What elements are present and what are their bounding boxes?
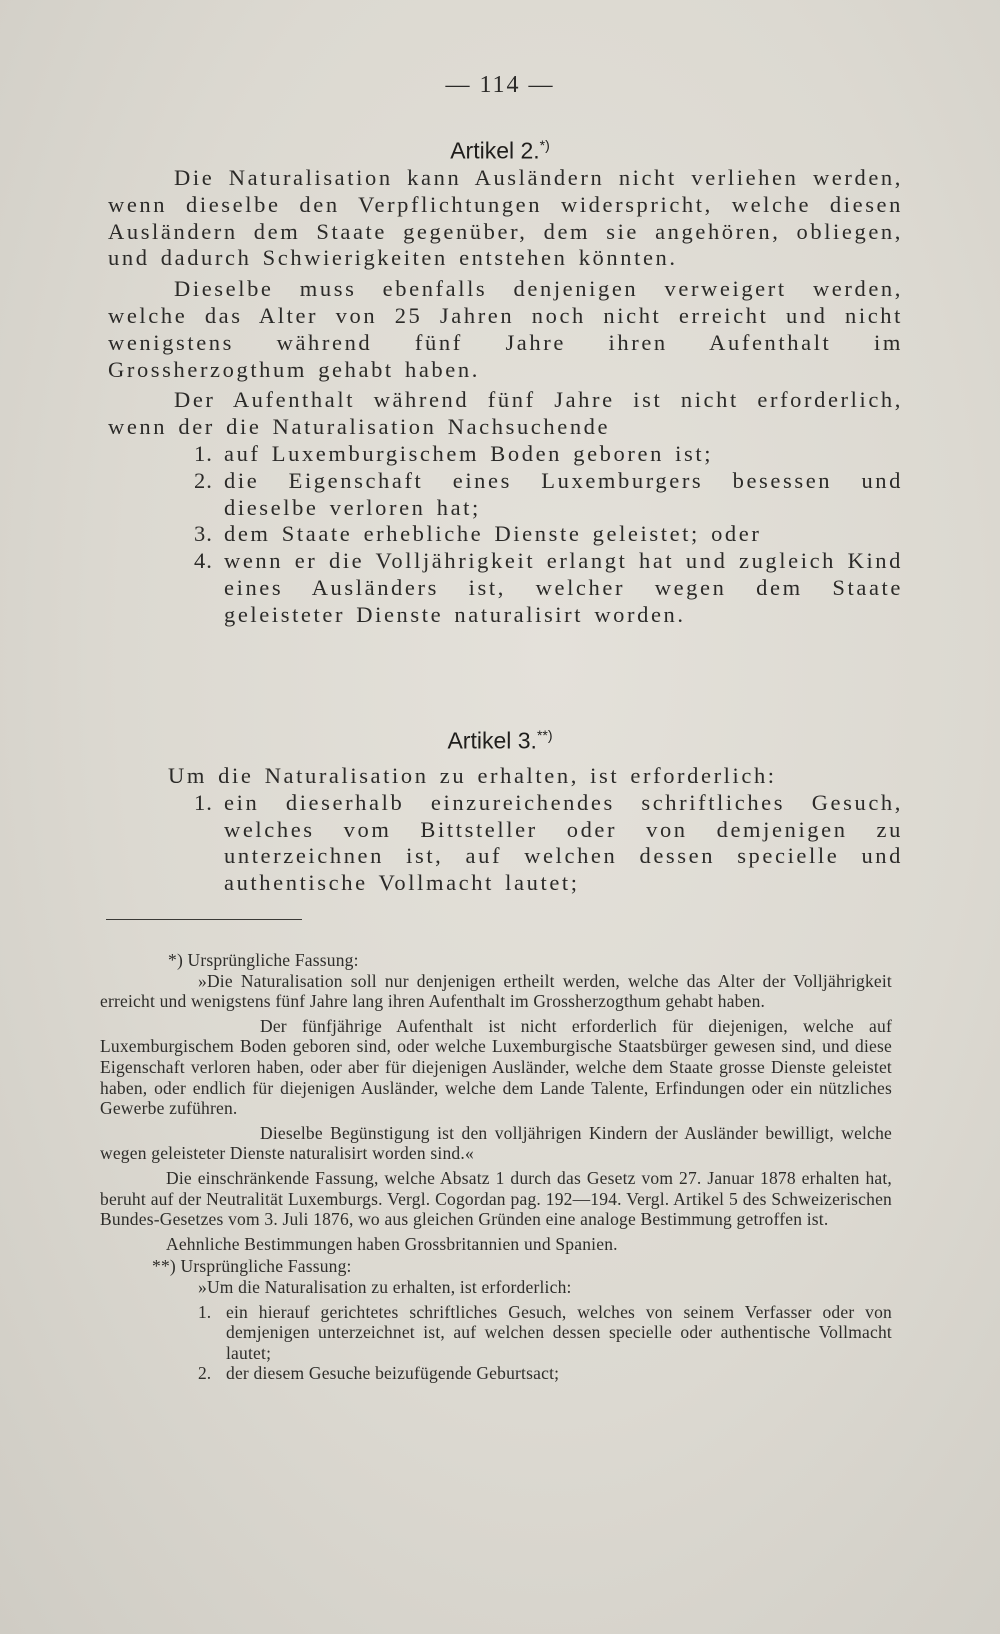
- footnote-1-paragraph-5: Aehnliche Bestimmungen haben Grossbritannien und Spanien.: [166, 1233, 618, 1254]
- article-2-body: [108, 165, 903, 629]
- item-number: 1.: [198, 1301, 212, 1322]
- article-2-paragraph-1: Die Naturalisation kann Ausländern nicht verliehen werden, wenn dieselbe den Verpflichtungen widerspricht, welche diesen Ausländern dem Staate gegenüber, dem sie angehören, obliegen, und dadurch Schwierigkeiten entstehen könnten.: [108, 165, 903, 271]
- item-text: wenn er die Volljährigkeit erlangt hat und zugleich Kind eines Ausländers ist, welcher wegen dem Staate geleisteter Dienste naturalisirt worden.: [224, 548, 903, 627]
- footnote-1-paragraph-2: Der fünfjährige Aufenthalt ist nicht erforderlich für diejenigen, welche auf Luxemburgischem Boden geboren sind, oder welche Luxemburgische Staatsbürger gewesen sind, und diese Eigenschaft verloren haben, oder aber für diejenigen Ausländer, welche dem Staate grosse Dienste geleistet haben, oder endlich für diejenigen Ausländer, welche dem Lande Talente, Erfindungen oder ein nützliches Gewerbe zuführen.: [100, 1015, 892, 1119]
- footnote-1-paragraph-4: Die einschränkende Fassung, welche Absatz 1 durch das Gesetz vom 27. Januar 1878 erhalten hat, beruht auf der Neutralität Luxemburgs. Vergl. Cogordan pag. 192—194. Vergl. Artikel 5 des Schweizerischen Bundes-Gesetzes vom 3. Juli 1876, wo aus gleichen Gründen eine analoge Bestimmung getroffen ist.: [100, 1167, 892, 1230]
- footnote-1-paragraph-3: Dieselbe Begünstigung ist den volljährigen Kindern der Ausländer bewilligt, welche wegen geleisteter Dienste naturalisirt worden sind.«: [100, 1122, 892, 1164]
- article-2-heading: [0, 137, 1000, 165]
- item-text: auf Luxemburgischem Boden geboren ist;: [224, 440, 714, 466]
- item-number: 1.: [194, 440, 213, 466]
- page-number: — 114 —: [445, 72, 555, 98]
- item-number: 2.: [198, 1363, 212, 1384]
- footnote-separator-rule: [106, 919, 302, 920]
- item-number: 1.: [194, 789, 213, 815]
- item-number: 2.: [194, 467, 213, 493]
- article-2-paragraph-2: Dieselbe muss ebenfalls denjenigen verweigert werden, welche das Alter von 25 Jahren noch nicht erreicht und nicht wenigstens während fünf Jahre ihren Aufenthalt im Grossherzogthum gehabt haben.: [108, 276, 903, 382]
- item-text: ein hierauf gerichtetes schriftliches Gesuch, welches von seinem Verfasser oder von demjenigen unterzeichnet ist, auf welchen dessen specielle oder authentische Vollmacht lautet;: [226, 1301, 892, 1363]
- footnote-1-label: *) Ursprüngliche Fassung:: [168, 950, 359, 970]
- article-3-body: [108, 763, 903, 897]
- item-text: der diesem Gesuche beizufügende Geburtsact;: [226, 1363, 560, 1384]
- article-2-item: [108, 548, 903, 628]
- article-3-item: [108, 790, 903, 897]
- article-2-item: [108, 521, 903, 548]
- article-3-heading: [0, 727, 1000, 755]
- footnote-2-paragraph-1: »Um die Naturalisation zu erhalten, ist erforderlich:: [198, 1276, 572, 1297]
- article-3-paragraph-1: Um die Naturalisation zu erhalten, ist erforderlich:: [168, 763, 777, 788]
- article-3-footnote-mark: **): [536, 727, 553, 743]
- item-text: dem Staate erhebliche Dienste geleistet; oder: [224, 521, 762, 547]
- article-2-item: [108, 441, 903, 468]
- article-3-heading-text: Artikel 3.: [447, 727, 537, 754]
- item-text: die Eigenschaft eines Luxemburgers besessen und dieselbe verloren hat;: [224, 467, 903, 520]
- article-2-paragraph-3: Der Aufenthalt während fünf Jahre ist nicht erforderlich, wenn der die Naturalisation Nachsuchende: [108, 387, 903, 440]
- footnote-2-item: [100, 1302, 892, 1364]
- article-2-heading-text: Artikel 2.: [450, 137, 540, 164]
- item-text: ein dieserhalb einzureichendes schriftliches Gesuch, welches vom Bittsteller oder von demjenigen zu unterzeichnen ist, auf welchen dessen specielle und authentische Vollmacht lautet;: [224, 789, 903, 896]
- item-number: 4.: [194, 548, 213, 574]
- footnote-1-paragraph-1: »Die Naturalisation soll nur denjenigen ertheilt werden, welche das Alter der Volljährigkeit erreicht und wenigstens fünf Jahre lang ihren Aufenthalt im Grossherzogthum gehabt haben.: [100, 970, 892, 1012]
- item-number: 3.: [194, 521, 213, 547]
- footnote-2-label: **) Ursprüngliche Fassung:: [152, 1256, 352, 1277]
- article-2-footnote-mark: *): [539, 137, 550, 153]
- footnotes: [100, 950, 892, 1384]
- footnote-2-item: [100, 1363, 892, 1384]
- article-2-item: [108, 468, 903, 522]
